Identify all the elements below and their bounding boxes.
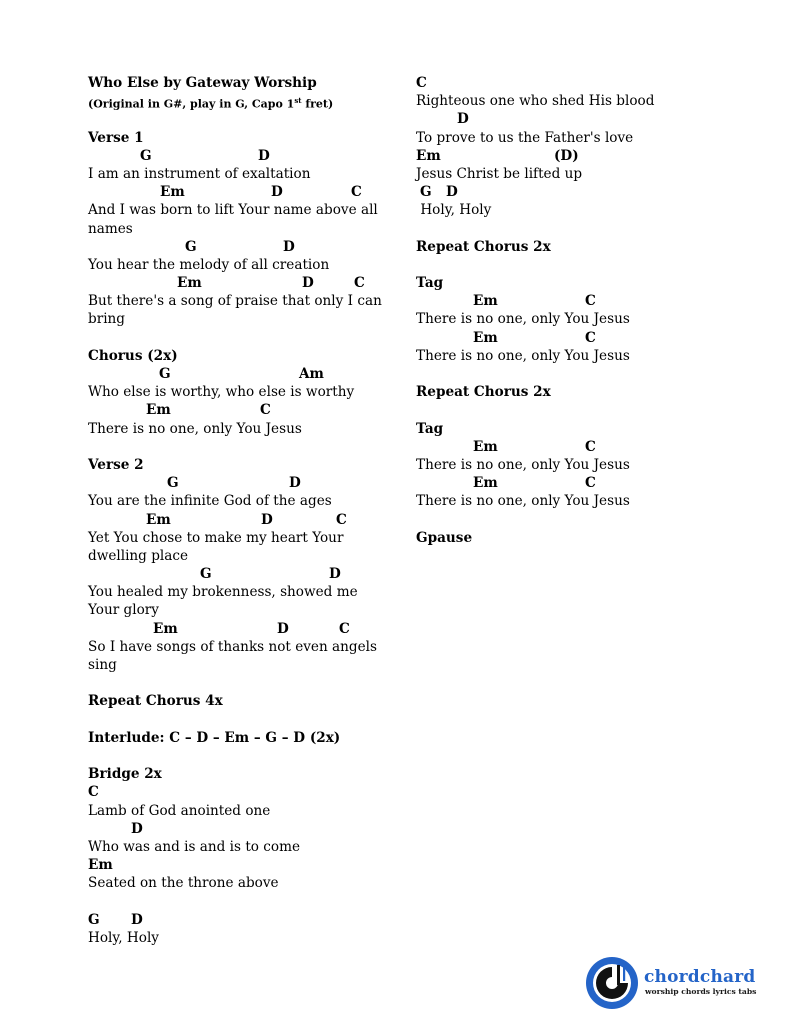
logo-name: chordchard <box>644 967 756 987</box>
chord-line <box>88 783 388 801</box>
chord: Em <box>146 402 171 419</box>
chord-line <box>88 911 388 929</box>
chordchard-logo <box>584 955 774 1011</box>
chord-line <box>88 274 388 292</box>
chord: C <box>354 275 365 292</box>
chord: C <box>585 475 596 492</box>
chord-line <box>416 438 716 456</box>
lyric-line: Seated on the throne above <box>88 875 279 892</box>
repeat-chorus-2x: Repeat Chorus 2x <box>416 384 551 401</box>
lyric-line: You hear the melody of all creation <box>88 256 330 273</box>
verse1-heading: Verse 1 <box>88 129 144 146</box>
chord: Em <box>416 147 441 164</box>
lyric-line: So I have songs of thanks not even angels <box>88 638 377 655</box>
lyric-line: There is no one, only You Jesus <box>416 493 630 510</box>
chord: Am <box>299 366 324 382</box>
chordchard-logo-icon <box>584 955 640 1011</box>
chord: D <box>277 620 289 637</box>
chord-line <box>88 856 388 874</box>
logo-tagline: worship chords lyrics tabs <box>645 987 757 996</box>
chord-line <box>88 147 388 165</box>
chord-line <box>416 74 716 92</box>
chord: G <box>200 566 212 583</box>
repeat-chorus-2x: Repeat Chorus 2x <box>416 238 551 255</box>
chord: C <box>336 511 347 528</box>
lyric-line: You are the infinite God of the ages <box>88 493 332 510</box>
chord: Em <box>88 857 113 874</box>
chord: Em <box>153 620 178 637</box>
chord-line <box>416 110 716 128</box>
lyric-line: And I was born to lift Your name above all <box>88 202 378 219</box>
lyric-line: There is no one, only You Jesus <box>416 456 630 473</box>
interlude-line: Interlude: C – D – Em – G – D (2x) <box>88 729 341 746</box>
chord: Em <box>160 184 185 201</box>
lyric-line: Who else is worthy, who else is worthy <box>88 384 355 401</box>
chord-line <box>416 329 716 347</box>
chord: G <box>167 475 179 492</box>
chord: C <box>585 438 596 455</box>
chord: G <box>420 184 432 201</box>
chord: D <box>131 911 143 928</box>
chord-line <box>88 565 388 583</box>
chord-line <box>88 620 388 638</box>
bridge-heading: Bridge 2x <box>88 766 162 783</box>
chord-line <box>88 474 388 492</box>
repeat-chorus-4x: Repeat Chorus 4x <box>88 693 223 710</box>
chord: D <box>289 475 301 492</box>
chord-line <box>88 365 388 383</box>
verse2-heading: Verse 2 <box>88 456 144 473</box>
chord: Em <box>473 438 498 455</box>
lyric-line: Jesus Christ be lifted up <box>416 165 583 182</box>
chord: G <box>159 366 171 382</box>
chord: C <box>88 784 99 801</box>
lyric-line: Righteous one who shed His blood <box>416 93 655 110</box>
lyric-line: Your glory <box>88 602 159 619</box>
lyric-line: Holy, Holy <box>88 929 159 946</box>
chord: Em <box>177 275 202 292</box>
chord: G <box>140 147 152 164</box>
chord: C <box>585 293 596 310</box>
chord: C <box>260 402 271 419</box>
lyric-line: Yet You chose to make my heart Your <box>88 529 344 546</box>
song-title: Who Else by Gateway Worship <box>88 75 317 91</box>
chord-line <box>416 474 716 492</box>
chord: D <box>131 820 143 837</box>
lyric-line: dwelling place <box>88 547 189 564</box>
chord-line <box>416 147 716 165</box>
tag-heading: Tag <box>416 420 444 437</box>
lyric-line: There is no one, only You Jesus <box>416 311 630 328</box>
lyric-line: Holy, Holy <box>416 202 492 219</box>
lyric-line: sing <box>88 657 117 673</box>
chord: Em <box>146 511 171 528</box>
lyric-line: There is no one, only You Jesus <box>88 420 302 437</box>
tag-heading: Tag <box>416 275 444 292</box>
chord: Em <box>473 475 498 492</box>
chord: (D) <box>554 147 579 164</box>
lyric-line: There is no one, only You Jesus <box>416 347 630 364</box>
chord: D <box>261 511 273 528</box>
chord-line <box>416 183 716 201</box>
chorus-heading: Chorus (2x) <box>88 347 178 364</box>
chord: D <box>302 275 314 292</box>
chord-line <box>88 511 388 529</box>
chord: C <box>585 329 596 346</box>
lyric-line: Who was and is and is to come <box>88 838 301 855</box>
chord: D <box>329 566 341 583</box>
chord: C <box>351 184 362 201</box>
chord: D <box>258 147 270 164</box>
lyric-line: But there's a song of praise that only I can <box>88 293 382 310</box>
chord: D <box>271 184 283 201</box>
left-column <box>88 74 388 947</box>
lyric-line: bring <box>88 311 126 328</box>
lyric-line: I am an instrument of exaltation <box>88 165 311 182</box>
song-subtitle: (Original in G#, play in G, Capo 1st fret) <box>88 96 334 111</box>
lyric-line: To prove to us the Father's love <box>416 129 634 146</box>
chord: Em <box>473 293 498 310</box>
chord: D <box>446 184 458 201</box>
right-column <box>416 74 716 547</box>
chord-line <box>88 820 388 838</box>
chord: C <box>339 620 350 637</box>
chord: D <box>457 111 469 128</box>
lyric-line: You healed my brokenness, showed me <box>88 584 358 601</box>
chord: D <box>283 238 295 255</box>
ending-line: Gpause <box>416 529 473 546</box>
chord: Em <box>473 329 498 346</box>
chord: C <box>416 75 427 91</box>
lyric-line: Lamb of God anointed one <box>88 802 271 819</box>
chord-line <box>88 183 388 201</box>
chord: G <box>88 911 100 928</box>
chord-line <box>88 238 388 256</box>
chord: G <box>185 238 197 255</box>
chord-line <box>416 292 716 310</box>
chord-line <box>88 401 388 419</box>
lyric-line: names <box>88 220 133 237</box>
